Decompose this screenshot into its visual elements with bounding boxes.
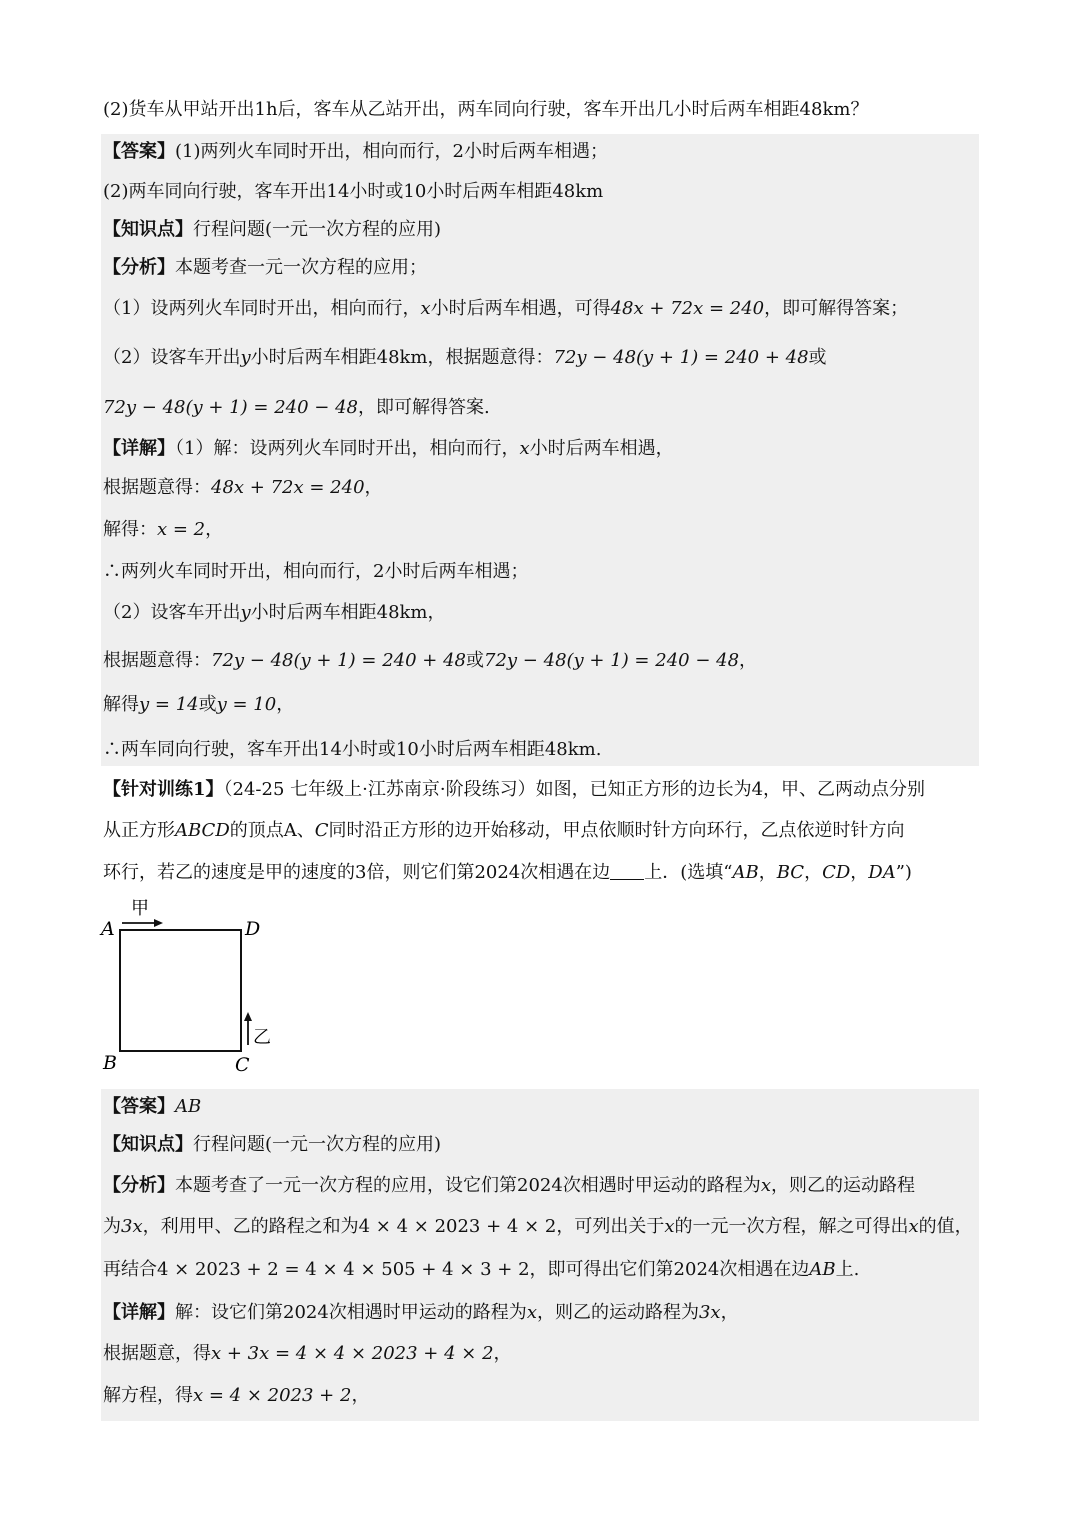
text: 或 (808, 347, 827, 368)
math: 48km (799, 99, 851, 120)
detail-line (103, 600, 446, 626)
math: 3x (121, 1216, 143, 1237)
text: 小时后两车相遇； (463, 141, 608, 162)
label: 【知识点】 (103, 219, 193, 240)
math: BC (776, 862, 805, 883)
equation: y = 14 (139, 694, 199, 715)
analysis-line (103, 296, 908, 322)
math: 10 (403, 181, 427, 202)
text: ”) (895, 862, 912, 883)
text: 上. (835, 1259, 860, 1280)
text: （1）解：设两列火车同时开出，相向而行， (175, 438, 520, 459)
text: 解方程，得 (103, 1385, 193, 1406)
equation: 4 × 2023 + 2 = 4 × 4 × 505 + 4 × 3 + 2 (157, 1259, 530, 1280)
analysis-line (103, 255, 427, 281)
text: 、 (296, 820, 315, 841)
text: 根据题意得： (103, 650, 211, 671)
math: 4 (751, 779, 764, 800)
text: ， (720, 1302, 739, 1323)
training-line (103, 777, 925, 803)
text: ， (276, 694, 295, 715)
text: ， (427, 602, 446, 623)
math: 2024 (673, 1259, 720, 1280)
detail-line (103, 692, 294, 718)
math: x (664, 1216, 675, 1237)
math: 10 (395, 739, 419, 760)
detail-line (103, 475, 383, 501)
text: 次相遇在边 (520, 862, 611, 883)
math: A (283, 820, 297, 841)
text: (1)两列火车同时开出，相向而行， (175, 141, 453, 162)
equation: 72y − 48(y + 1) = 240 + 48 (553, 347, 809, 368)
equation: x + 3x = 4 × 4 × 2023 + 4 × 2 (211, 1343, 494, 1364)
text: 行程问题(一元一次方程的应用) (193, 1134, 442, 1155)
vertex-c-label: C (235, 1054, 250, 1076)
text: ，则乙的运动路程 (770, 1175, 915, 1196)
math: y (240, 347, 251, 368)
text: 小时后两车相遇； (384, 561, 529, 582)
text: （2）设客车开出 (103, 602, 241, 623)
vertex-d-label: D (245, 918, 261, 940)
label: 【答案】 (103, 141, 175, 162)
text: ∴两车同向行驶，客车开出 (103, 739, 319, 760)
math: 2 (452, 141, 464, 162)
vertex-a-label: A (101, 918, 115, 940)
text: （24-25 七年级上·江苏南京·阶段练习）如图，已知正方形的边长为 (223, 779, 752, 800)
analysis-line (103, 1257, 859, 1283)
text: 小时后两车相距 (250, 602, 377, 623)
text: ， (351, 1385, 370, 1406)
math: ABCD (175, 820, 230, 841)
text: 为 (103, 1216, 121, 1237)
analysis-line (103, 1173, 915, 1199)
equation: 48x + 72x = 240 (211, 477, 365, 498)
vertex-b-label: B (103, 1052, 117, 1074)
text: 次相遇在边 (719, 1259, 810, 1280)
text: 小时或 (349, 181, 404, 202)
equation: x = 4 × 2023 + 2 (193, 1385, 352, 1406)
analysis-line (103, 395, 490, 421)
equation: 4 × 4 × 2023 + 4 × 2 (358, 1216, 557, 1237)
label: 【答案】 (103, 1096, 175, 1117)
math: 48km (376, 347, 428, 368)
text: 根据题意得： (103, 477, 211, 498)
math: y (240, 602, 251, 623)
text: ， (739, 650, 758, 671)
detail-line (103, 1341, 512, 1367)
text: 小时后两车相遇， (529, 438, 674, 459)
yi-arrow-icon (244, 1012, 252, 1045)
equation: x = 2 (157, 519, 206, 540)
detail-line (103, 517, 223, 543)
text: 小时或 (341, 739, 396, 760)
text: 小时后两车相距 (426, 181, 553, 202)
math: CD (822, 862, 851, 883)
text: 行程问题(一元一次方程的应用) (193, 219, 442, 240)
text: ？ (850, 99, 869, 120)
knowledge-line (103, 217, 441, 243)
math: 2024 (517, 1175, 563, 1196)
text: ，即可解得答案. (358, 397, 490, 418)
math: 14 (319, 739, 342, 760)
text: 的值， (918, 1216, 973, 1237)
knowledge-line (103, 1132, 441, 1158)
jia-label: 甲 (131, 898, 149, 919)
text: 解：设它们第 (175, 1302, 283, 1323)
label: 【详解】 (103, 438, 175, 459)
square-figure (95, 893, 295, 1083)
text: 的一元一次方程，解之可得出 (674, 1216, 909, 1237)
math: 1h (254, 99, 278, 120)
text: ，即可解得答案； (764, 298, 909, 319)
question-2 (103, 97, 868, 123)
text: 本题考查了一元一次方程的应用，设它们第 (175, 1175, 517, 1196)
text: 小时后两车相距 (418, 739, 545, 760)
text: ，根据题意得： (427, 347, 554, 368)
math: AB (809, 1259, 836, 1280)
text: 倍，则它们第 (366, 862, 475, 883)
math: x (760, 1175, 771, 1196)
text: 或 (198, 694, 217, 715)
text: 小时后两车相距 (250, 347, 377, 368)
math: AB (175, 1096, 202, 1117)
math: 3 (355, 862, 367, 883)
math: x (908, 1216, 919, 1237)
equation: 48x + 72x = 240 (610, 298, 765, 319)
detail-line (103, 1300, 739, 1326)
answer-blank[interactable] (610, 861, 644, 880)
answer-line (103, 179, 603, 205)
label: 【知识点】 (103, 1134, 193, 1155)
math: 2 (373, 561, 385, 582)
math: 48km (376, 602, 428, 623)
math: x (526, 1302, 537, 1323)
text: ，即可得出它们第 (529, 1259, 674, 1280)
equation: 72y − 48(y + 1) = 240 + 48 (211, 650, 467, 671)
text: ，可列出关于 (556, 1216, 665, 1237)
text: . (595, 739, 602, 760)
text: 从正方形 (103, 820, 175, 841)
math: 2024 (474, 862, 521, 883)
label: 【针对训练1】 (103, 779, 224, 800)
text: ， (493, 1343, 512, 1364)
math: C (314, 820, 329, 841)
equation: 72y − 48(y + 1) = 240 − 48 (484, 650, 740, 671)
text: ， (205, 519, 224, 540)
text: ，甲、乙两动点分别 (763, 779, 926, 800)
text: ， (364, 477, 383, 498)
math: 3x (698, 1302, 721, 1323)
text: ，则乙的运动路程为 (536, 1302, 699, 1323)
text: （1）设两列火车同时开出，相向而行， (103, 298, 421, 319)
analysis-line (103, 1214, 973, 1240)
detail-line (103, 737, 601, 763)
square (120, 930, 241, 1051)
text: 上．(选填“ (644, 862, 733, 883)
detail-line (103, 648, 757, 674)
training-line (103, 860, 912, 886)
label: 【详解】 (103, 1302, 175, 1323)
text: 本题考查一元一次方程的应用； (175, 257, 427, 278)
text: ， (850, 862, 869, 883)
text: (2)两车同向行驶，客车开出 (103, 181, 327, 202)
text: 再结合 (103, 1259, 157, 1280)
text: 次相遇时甲运动的路程为 (562, 1175, 761, 1196)
math: 48km (544, 739, 596, 760)
text: 解得： (103, 519, 157, 540)
math: DA (868, 862, 896, 883)
text: 同时沿正方形的边开始移动，甲点依顺时针方向环行，乙点依逆时针方向 (328, 820, 905, 841)
detail-line (103, 559, 528, 585)
jia-arrow-icon (122, 919, 163, 927)
analysis-line (103, 345, 827, 371)
text: 环行，若乙的速度是甲的速度的 (103, 862, 355, 883)
training-line (103, 818, 905, 844)
text: ， (758, 862, 777, 883)
text: 或 (466, 650, 485, 671)
math: 48km (552, 181, 604, 202)
text: （2）设客车开出 (103, 347, 241, 368)
text: 根据题意，得 (103, 1343, 211, 1364)
math: x (420, 298, 431, 319)
text: 解得 (103, 694, 139, 715)
equation: y = 10 (216, 694, 277, 715)
answer-line (103, 139, 608, 165)
math: AB (732, 862, 759, 883)
detail-line (103, 436, 674, 462)
math: x (519, 438, 530, 459)
text: 次相遇时甲运动的路程为 (328, 1302, 527, 1323)
text: 的顶点 (229, 820, 284, 841)
yi-label: 乙 (253, 1027, 271, 1048)
label: 【分析】 (103, 1175, 175, 1196)
text: ，利用甲、乙的路程之和为 (142, 1216, 359, 1237)
label: 【分析】 (103, 257, 175, 278)
text: (2)货车从甲站开出 (103, 99, 255, 120)
text: 后，客车从乙站开出，两车同向行驶，客车开出几小时后两车相距 (277, 99, 800, 120)
text: 小时后两车相遇，可得 (430, 298, 611, 319)
text: ， (804, 862, 823, 883)
answer-line (103, 1094, 201, 1120)
equation: 72y − 48(y + 1) = 240 − 48 (103, 397, 359, 418)
text: ∴两列火车同时开出，相向而行， (103, 561, 373, 582)
math: 2024 (283, 1302, 329, 1323)
detail-line (103, 1383, 369, 1409)
math: 14 (326, 181, 350, 202)
